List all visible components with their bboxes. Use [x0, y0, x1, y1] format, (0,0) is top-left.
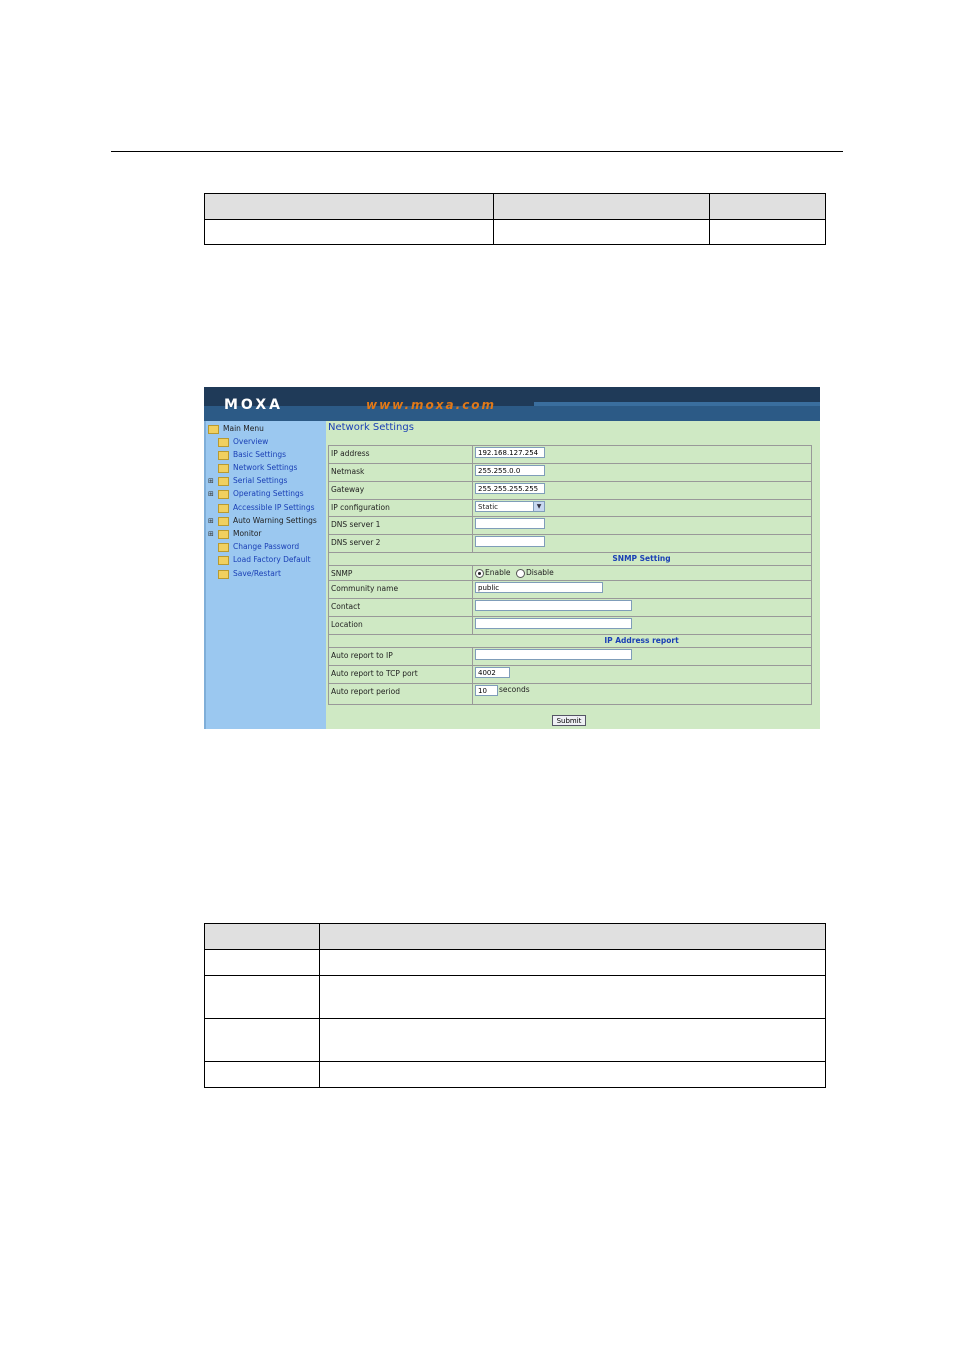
row-snmp: SNMP Enable Disable — [329, 565, 811, 581]
row-auto-report-period: Auto report period 10 seconds — [329, 683, 811, 704]
menu-item-network-settings[interactable]: Network Settings — [218, 462, 297, 474]
table-header-cell — [710, 194, 826, 220]
row-netmask: Netmask 255.255.0.0 — [329, 463, 811, 482]
table-cell — [494, 220, 710, 245]
dns-server-1-input[interactable] — [475, 518, 545, 529]
network-settings-screenshot — [204, 387, 820, 729]
auto-report-port-input[interactable]: 4002 — [475, 667, 510, 678]
row-dns-server-2: DNS server 2 — [329, 534, 811, 553]
row-community-name: Community name public — [329, 580, 811, 599]
row-dns-server-1: DNS server 1 — [329, 516, 811, 535]
netmask-input[interactable]: 255.255.0.0 — [475, 465, 545, 476]
folder-icon — [218, 477, 229, 486]
table-header-cell — [205, 924, 320, 950]
row-ip-address: IP address 192.168.127.254 — [329, 446, 811, 463]
table-cell — [320, 976, 826, 1019]
row-ip-configuration: IP configuration Static ▼ — [329, 499, 811, 517]
row-auto-report-ip: Auto report to IP — [329, 647, 811, 666]
ip-address-input[interactable]: 192.168.127.254 — [475, 447, 545, 458]
network-settings-form — [328, 445, 812, 705]
folder-icon — [218, 464, 229, 473]
table-header-cell — [205, 194, 494, 220]
header-rule — [111, 151, 843, 152]
table-header-cell — [494, 194, 710, 220]
folder-icon — [218, 490, 229, 499]
menu-item-monitor[interactable]: ⊞ Monitor — [208, 529, 262, 538]
table-header-row — [205, 194, 826, 220]
table-row — [205, 976, 826, 1019]
menu-item-auto-warning-settings[interactable]: ⊞ Auto Warning Settings — [208, 516, 317, 525]
row-auto-report-port: Auto report to TCP port 4002 — [329, 665, 811, 684]
submit-button[interactable]: Submit — [552, 715, 586, 726]
table-row — [205, 220, 826, 245]
snmp-enable-radio[interactable] — [475, 569, 484, 578]
auto-report-ip-input[interactable] — [475, 649, 632, 660]
moxa-logo: MOXA — [224, 397, 283, 413]
folder-icon — [218, 438, 229, 447]
top-table — [204, 193, 826, 245]
row-gateway: Gateway 255.255.255.255 — [329, 481, 811, 500]
table-cell — [205, 1062, 320, 1088]
snmp-section-header: SNMP Setting — [329, 552, 811, 566]
community-name-input[interactable]: public — [475, 582, 603, 593]
folder-icon — [218, 451, 229, 460]
page-title: Network Settings — [328, 422, 414, 433]
folder-icon — [218, 556, 229, 565]
menu-item-overview[interactable]: Overview — [218, 436, 268, 448]
expand-icon[interactable]: ⊞ — [208, 517, 214, 525]
table-row — [205, 1062, 826, 1088]
folder-icon — [218, 570, 229, 579]
table-cell — [710, 220, 826, 245]
table-cell — [320, 1062, 826, 1088]
menu-item-operating-settings[interactable]: ⊞ Operating Settings — [208, 489, 304, 498]
table-row — [205, 950, 826, 976]
table-cell — [205, 976, 320, 1019]
chevron-down-icon[interactable]: ▼ — [533, 502, 544, 511]
menu-item-save-restart[interactable]: Save/Restart — [218, 568, 281, 580]
folder-icon — [218, 530, 229, 539]
bottom-table — [204, 923, 826, 1088]
table-row — [205, 1019, 826, 1062]
moxa-banner — [204, 387, 820, 421]
menu-item-accessible-ip-settings[interactable]: Accessible IP Settings — [218, 502, 314, 514]
main-menu-sidebar — [204, 421, 328, 729]
menu-item-serial-settings[interactable]: ⊞ Serial Settings — [208, 476, 288, 485]
dns-server-2-input[interactable] — [475, 536, 545, 547]
table-cell — [205, 950, 320, 976]
gateway-input[interactable]: 255.255.255.255 — [475, 483, 545, 494]
table-cell — [205, 220, 494, 245]
auto-report-period-input[interactable]: 10 — [475, 685, 498, 696]
table-cell — [205, 1019, 320, 1062]
expand-icon[interactable]: ⊞ — [208, 530, 214, 538]
table-header-row — [205, 924, 826, 950]
menu-item-change-password[interactable]: Change Password — [218, 541, 299, 553]
menu-item-basic-settings[interactable]: Basic Settings — [218, 449, 286, 461]
contact-input[interactable] — [475, 600, 632, 611]
settings-content — [326, 421, 820, 729]
folder-open-icon — [208, 425, 219, 434]
moxa-url: www.moxa.com — [366, 398, 497, 412]
table-header-cell — [320, 924, 826, 950]
expand-icon[interactable]: ⊞ — [208, 490, 214, 498]
location-input[interactable] — [475, 618, 632, 629]
ip-configuration-select[interactable]: Static ▼ — [475, 501, 545, 512]
expand-icon[interactable]: ⊞ — [208, 477, 214, 485]
row-contact: Contact — [329, 598, 811, 617]
snmp-disable-radio[interactable] — [516, 569, 525, 578]
ip-report-section-header: IP Address report — [329, 634, 811, 648]
table-cell — [320, 1019, 826, 1062]
menu-item-load-factory-default[interactable]: Load Factory Default — [218, 554, 311, 566]
folder-icon — [218, 543, 229, 552]
folder-icon — [218, 504, 229, 513]
table-cell — [320, 950, 826, 976]
row-location: Location — [329, 616, 811, 635]
menu-root[interactable]: Main Menu — [208, 423, 264, 435]
folder-icon — [218, 517, 229, 526]
